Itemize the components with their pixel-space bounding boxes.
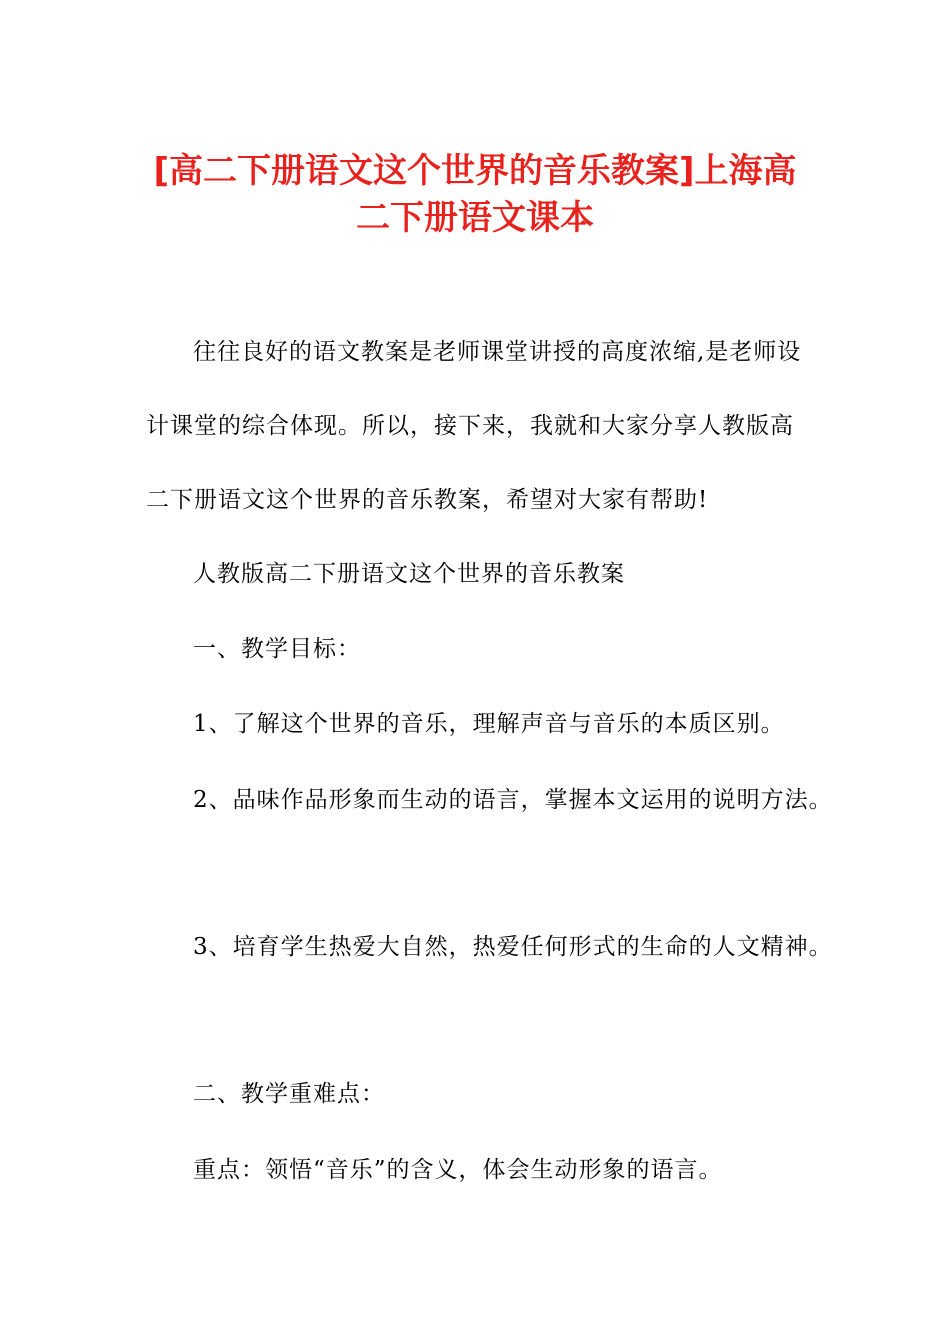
intro-paragraph-line-1: 往往良好的语文教案是老师课堂讲授的高度浓缩,是老师设 [193,339,802,365]
intro-paragraph-line-2: 计课堂的综合体现。所以，接下来，我就和大家分享人教版高 [146,413,794,439]
key-points-heading: 二、教学重难点： [193,1081,385,1107]
objective-item-3: 3、培育学生热爱大自然，热爱任何形式的生命的人文精神。 [193,934,833,960]
document-title-line-2: 二下册语文课本 [356,198,594,238]
intro-paragraph-line-3: 二下册语文这个世界的音乐教案，希望对大家有帮助! [146,487,709,513]
key-point-item: 重点：领悟“音乐”的含义，体会生动形象的语言。 [193,1157,723,1183]
section-heading: 人教版高二下册语文这个世界的音乐教案 [193,561,625,587]
objective-item-1: 1、了解这个世界的音乐，理解声音与音乐的本质区别。 [193,711,785,737]
objectives-heading: 一、教学目标： [193,636,361,662]
document-title-line-1: [高二下册语文这个世界的音乐教案]上海高 [153,151,797,191]
objective-item-2: 2、品味作品形象而生动的语言，掌握本文运用的说明方法。 [193,787,833,813]
